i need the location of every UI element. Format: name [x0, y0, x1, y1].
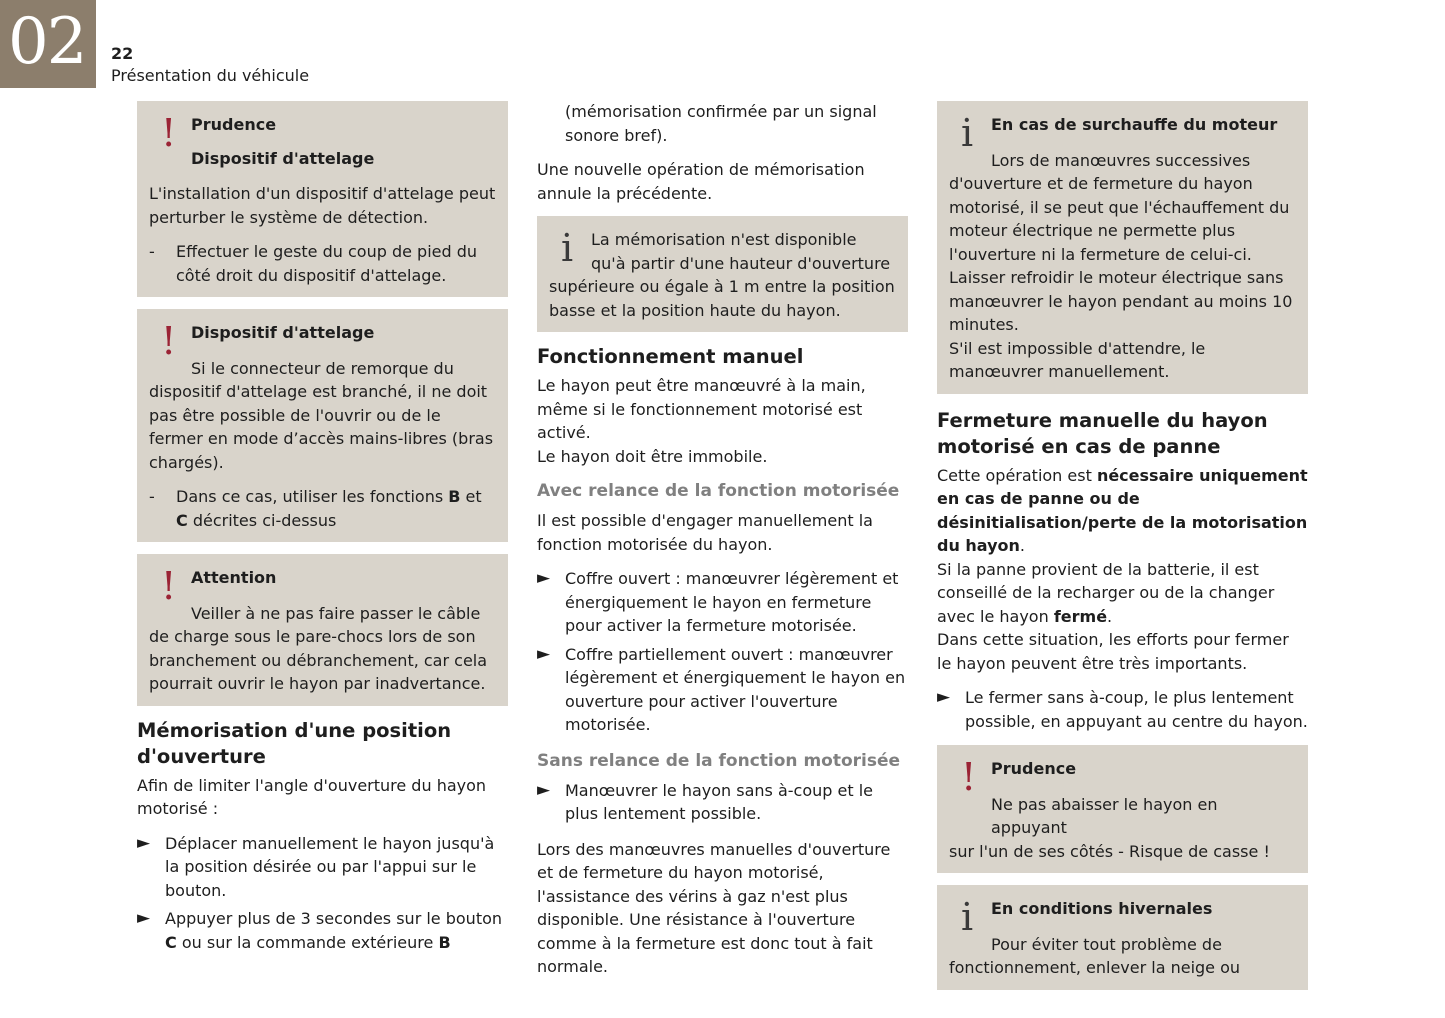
dash-item	[149, 240, 496, 287]
list-item	[137, 832, 508, 903]
chapter-number: 02	[8, 5, 86, 79]
box-title: Attention	[191, 568, 277, 587]
column-2	[537, 100, 908, 990]
box-text: Laisser refroidir le moteur électrique sans manœuvrer le hayon pendant au moins 10 minutes.	[949, 268, 1293, 334]
box-lead: Ne pas abaisser le hayon en appuyant	[991, 794, 1218, 837]
arrow-icon: ►	[937, 687, 951, 707]
warning-box-prudence	[137, 101, 508, 297]
box-lead: La mémorisation n'est disponible	[591, 230, 857, 249]
list-item	[537, 567, 908, 638]
section-title: Présentation du véhicule	[111, 66, 310, 85]
arrow-list	[537, 567, 908, 737]
box-title: En cas de surchauffe du moteur	[991, 115, 1278, 134]
box-lead: Si le connecteur de remorque du	[191, 358, 454, 378]
paragraph: Si la panne provient de la batterie, il est conseillé de la recharger ou de la changer avec le hayon fermé.	[937, 559, 1275, 626]
list-item-text: Coffre ouvert : manœuvrer légèrement et énergiquement le hayon en fermeture pour activer la fermeture motorisée.	[565, 569, 899, 635]
arrow-icon: ►	[137, 908, 151, 928]
info-box-memorisation	[537, 216, 908, 332]
paragraph: Lors des manœuvres manuelles d'ouverture et de fermeture du hayon motorisé, l'assistance des vérins à gaz n'est plus disponible. Une résistance à l'ouverture comme à la fermeture est donc tout à fait normale.	[537, 839, 891, 976]
warning-box-attention	[137, 554, 508, 706]
warning-icon: !	[961, 755, 977, 799]
paragraph: Dans cette situation, les efforts pour fermer le hayon peuvent être très importants.	[937, 630, 1289, 673]
dash-marker: -	[149, 487, 155, 506]
paragraph: Le hayon doit être immobile.	[537, 446, 768, 466]
section-heading: Fermeture manuelle du hayon motorisé en cas de panne	[937, 408, 1268, 458]
box-title: Prudence	[991, 759, 1077, 778]
arrow-list	[537, 779, 908, 826]
arrow-icon: ►	[537, 643, 551, 664]
box-lead: Pour éviter tout problème de	[991, 934, 1222, 954]
dash-text: Effectuer le geste du coup de pied du côté droit du dispositif d'attelage.	[176, 242, 478, 285]
list-item-text: Le fermer sans à-coup, le plus lentement possible, en appuyant au centre du hayon.	[965, 688, 1308, 731]
box-subtitle: Dispositif d'attelage	[191, 148, 375, 168]
box-text: d'ouverture et de fermeture du hayon motorisé, il se peut que l'échauffement du moteur électrique ne permette plus l'ouverture ni la fermeture de celui-ci.	[949, 174, 1290, 264]
warning-box-attelage	[137, 309, 508, 542]
box-text: de charge sous le pare-chocs lors de son branchement ou débranchement, car cela pourrait ouvrir le hayon par inadvertance.	[149, 627, 488, 693]
continued-text: (mémorisation confirmée par un signal sonore bref).	[565, 102, 877, 145]
subheading: Avec relance de la fonction motorisée	[537, 481, 900, 501]
list-item	[937, 686, 1308, 733]
warning-icon: !	[161, 319, 177, 363]
info-icon: i	[561, 226, 574, 270]
info-icon: i	[961, 111, 974, 155]
box-text: dispositif d'attelage est branché, il ne doit pas être possible de l'ouvrir ou de le fermer en mode d’accès mains-libres (bras chargés).	[149, 382, 494, 472]
box-title: Dispositif d'attelage	[191, 323, 375, 342]
info-icon: i	[961, 895, 974, 939]
box-title: Prudence	[191, 115, 277, 134]
box-text: sur l'un de ses côtés - Risque de casse !	[949, 841, 1270, 861]
dash-marker: -	[149, 242, 155, 261]
section-heading: Fonctionnement manuel	[537, 345, 804, 368]
warning-box-prudence	[937, 745, 1308, 873]
column-3	[937, 101, 1308, 1002]
paragraph: Afin de limiter l'angle d'ouverture du hayon motorisé :	[137, 775, 487, 818]
chapter-tab	[0, 0, 96, 88]
list-item-text: Manœuvrer le hayon sans à-coup et le plus lentement possible.	[565, 780, 874, 823]
paragraph: Une nouvelle opération de mémorisation annule la précédente.	[537, 160, 865, 203]
paragraph: Cette opération est nécessaire uniquement en cas de panne ou de désinitialisation/perte de la motorisation du hayon.	[937, 465, 1308, 555]
arrow-list	[937, 686, 1308, 733]
list-item	[537, 779, 908, 826]
box-lead: Lors de manœuvres successives	[991, 150, 1251, 170]
list-item-text: Coffre partiellement ouvert : manœuvrer légèrement et énergiquement le hayon en ouverture pour activer l'ouverture motorisée.	[565, 644, 906, 734]
box-text: fonctionnement, enlever la neige ou	[949, 958, 1241, 977]
box-text: supérieure ou égale à 1 m entre la position basse et la position haute du hayon.	[549, 277, 895, 320]
list-item	[537, 643, 908, 737]
dash-item	[149, 485, 496, 532]
box-text: S'il est impossible d'attendre, le manœuvrer manuellement.	[949, 338, 1206, 381]
dash-text: Dans ce cas, utiliser les fonctions B et C décrites ci-dessus	[176, 487, 482, 530]
paragraph: Le hayon peut être manœuvré à la main, même si le fonctionnement motorisé est activé.	[537, 376, 866, 442]
subheading: Sans relance de la fonction motorisée	[537, 750, 901, 771]
arrow-list	[137, 832, 508, 955]
list-item-text: Appuyer plus de 3 secondes sur le bouton C ou sur la commande extérieure B	[165, 909, 503, 952]
box-text: L'installation d'un dispositif d'attelage peut perturber le système de détection.	[149, 184, 496, 227]
paragraph: Il est possible d'engager manuellement la fonction motorisée du hayon.	[537, 511, 873, 554]
box-lead: Veiller à ne pas faire passer le câble	[191, 603, 481, 623]
warning-icon: !	[161, 564, 177, 608]
column-1	[137, 101, 508, 966]
section-heading: Mémorisation d'une position d'ouverture	[137, 718, 452, 768]
arrow-icon: ►	[537, 779, 551, 800]
box-title: En conditions hivernales	[991, 899, 1213, 918]
info-box-surchauffe	[937, 101, 1308, 394]
warning-icon: !	[161, 111, 177, 155]
list-item	[137, 907, 508, 954]
list-item-text: Déplacer manuellement le hayon jusqu'à la position désirée ou par l'appui sur le bouton.	[165, 833, 495, 900]
box-lead: qu'à partir d'une hauteur d'ouverture	[591, 253, 891, 273]
arrow-icon: ►	[537, 568, 551, 588]
page-number: 22	[111, 44, 134, 63]
info-box-hiver	[937, 885, 1308, 990]
arrow-icon: ►	[137, 832, 151, 853]
